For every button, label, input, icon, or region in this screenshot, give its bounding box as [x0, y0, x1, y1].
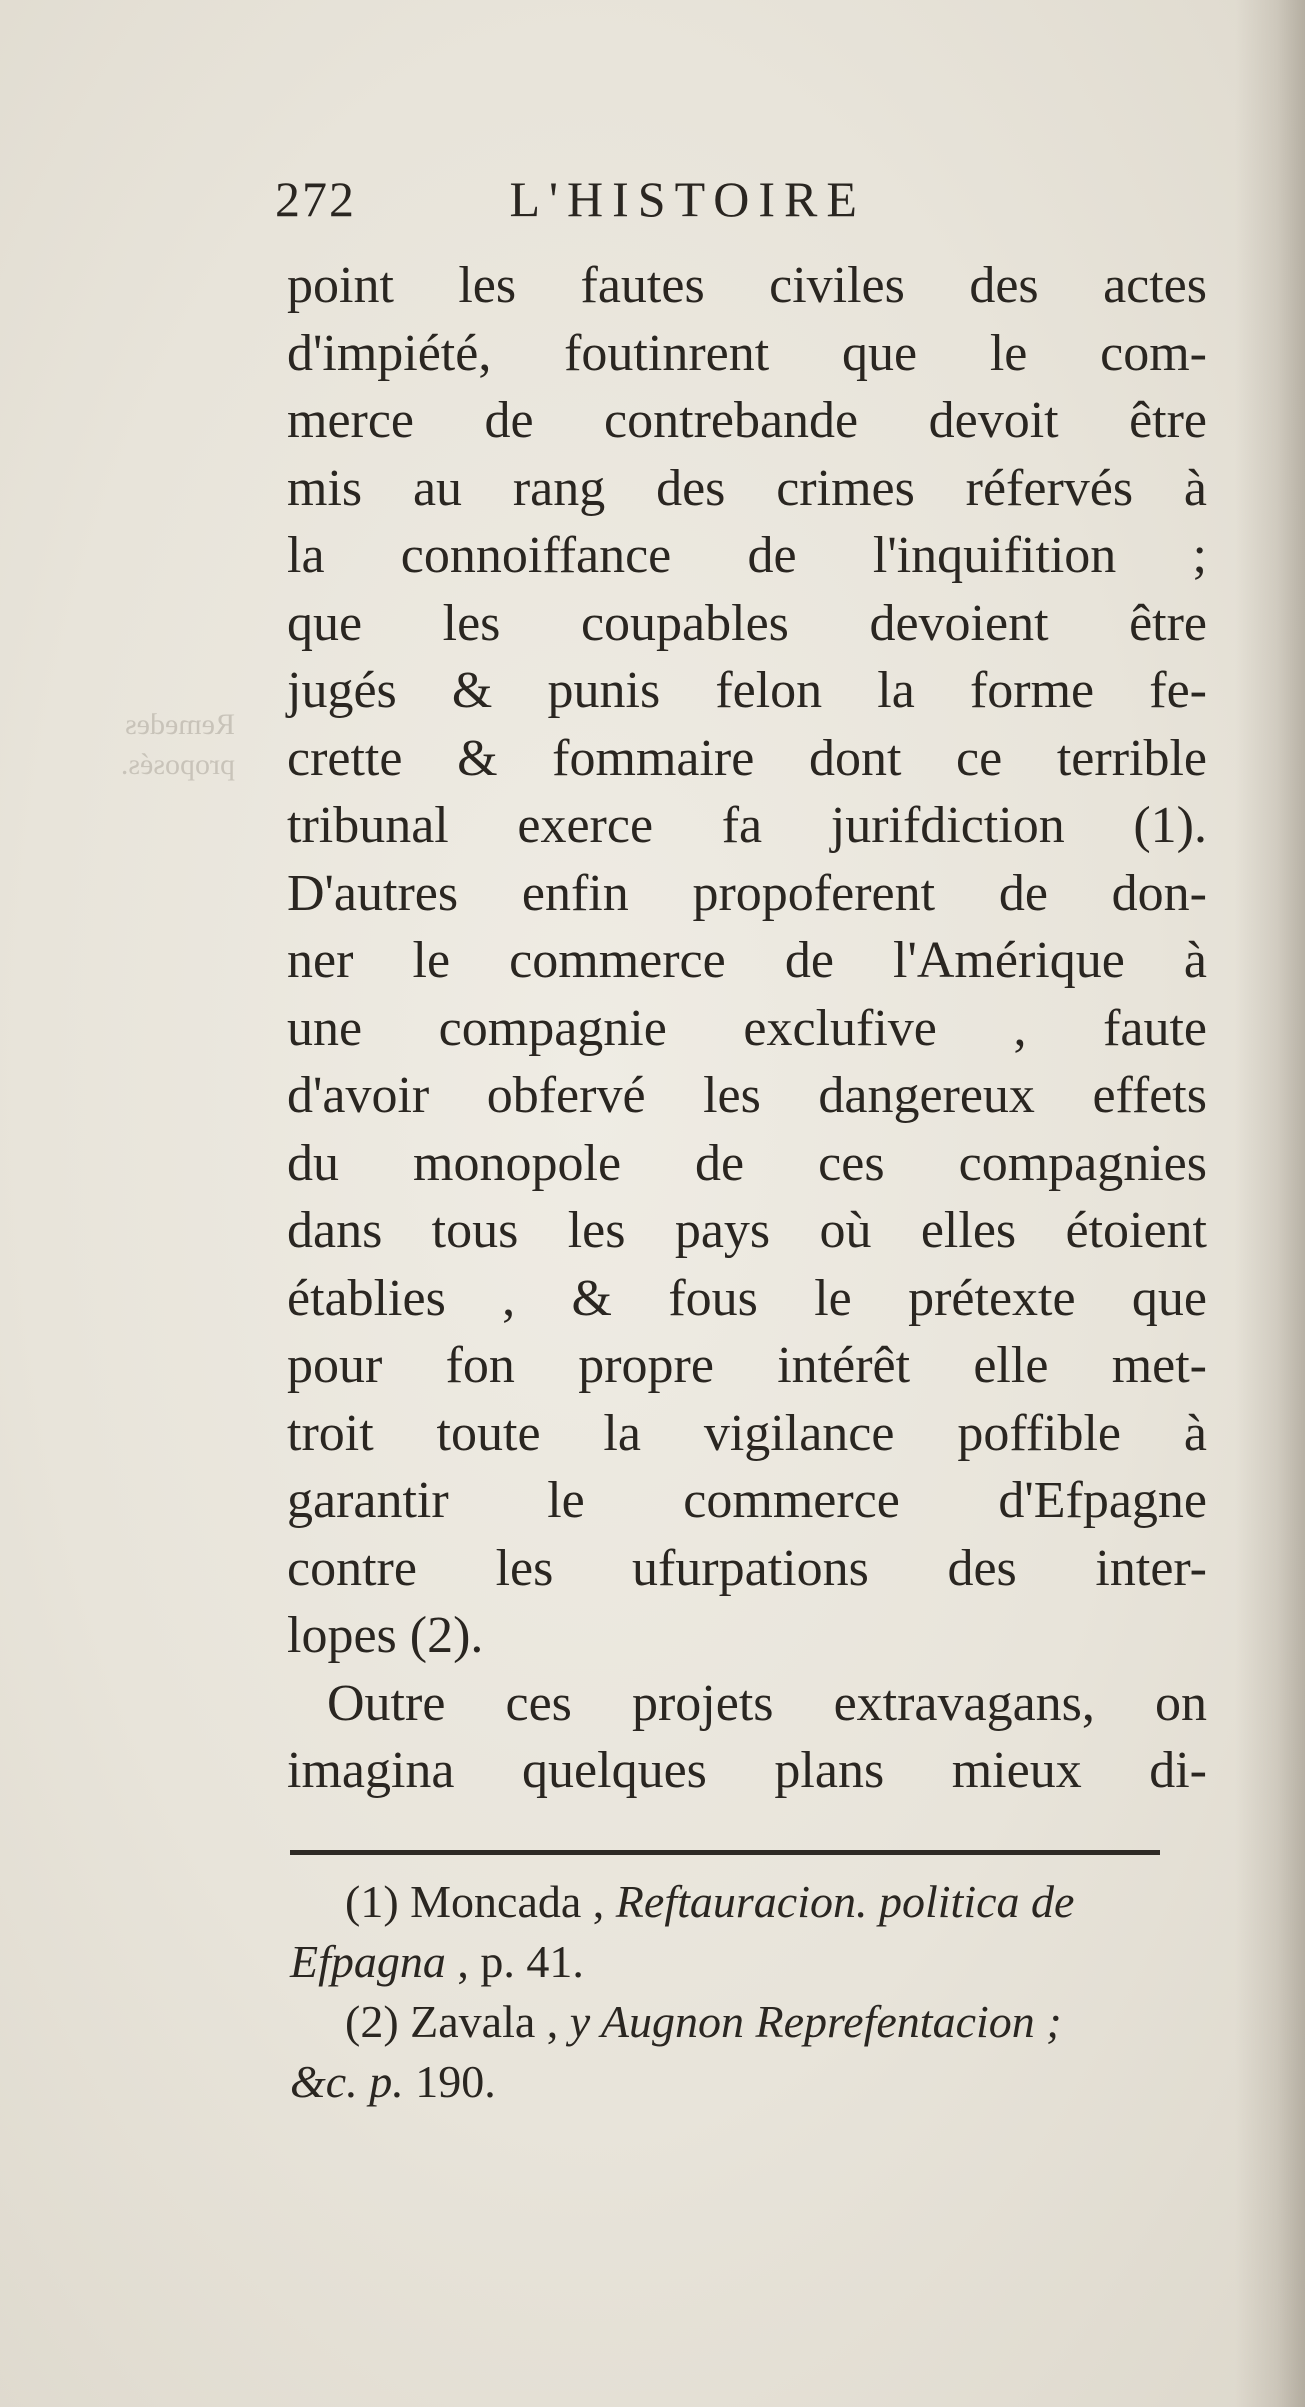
footnotes: [290, 1872, 1210, 2112]
footnote-1-continued: [290, 1932, 1210, 1992]
footnote-1-title: Reftauracion. politica de: [615, 1876, 1075, 1927]
text-line: d'impiété, foutinrent que le com-: [287, 324, 1207, 382]
text-line: une compagnie exclufive , faute: [287, 999, 1207, 1057]
margin-note-bleed-through: [75, 705, 235, 785]
text-line: d'avoir obfervé les dangereux effets: [287, 1067, 1207, 1124]
text-line: D'autres enfin propoferent de don-: [287, 864, 1207, 922]
margin-note-line: Remedes: [125, 708, 235, 741]
text-line: imagina quelques plans mieux di-: [287, 1742, 1207, 1799]
body-text: [287, 252, 1207, 1805]
text-line: mis au rang des crimes réfervés à: [287, 459, 1207, 517]
footnote-2-page: 190.: [415, 2056, 496, 2107]
running-head: L'HISTOIRE: [509, 171, 866, 227]
text-line: lopes (2).: [287, 1607, 484, 1664]
text-line: pour fon propre intérêt elle met-: [287, 1337, 1207, 1394]
footnote-2: [290, 1992, 1210, 2052]
footnote-1-title-cont: Efpagna: [290, 1936, 446, 1987]
footnote-2-author: (2) Zavala ,: [345, 1996, 559, 2047]
footnote-1-author: (1) Moncada ,: [345, 1876, 605, 1927]
text-line: du monopole de ces compagnies: [287, 1134, 1207, 1192]
text-line: troit toute la vigilance poffible à: [287, 1404, 1207, 1462]
footnote-2-title: y Augnon Reprefentacion ;: [569, 1996, 1062, 2047]
footnote-1: [290, 1872, 1210, 1932]
text-line: point les fautes civiles des actes: [287, 257, 1207, 314]
page-header: [275, 170, 866, 228]
text-line: crette & fommaire dont ce terrible: [287, 729, 1207, 787]
footnote-rule: [290, 1850, 1160, 1855]
footnote-2-title-cont: &c. p.: [290, 2056, 404, 2107]
page-edge-shadow: [1235, 0, 1305, 2407]
text-line: jugés & punis felon la forme fe-: [287, 662, 1207, 719]
text-line: établies , & fous le prétexte que: [287, 1269, 1207, 1327]
text-line: merce de contrebande devoit être: [287, 392, 1207, 449]
margin-note-line: proposés.: [120, 748, 235, 781]
page-number: 272: [275, 171, 356, 227]
text-line: que les coupables devoient être: [287, 594, 1207, 652]
footnote-1-page: , p. 41.: [457, 1936, 584, 1987]
text-line: dans tous les pays où elles étoient: [287, 1202, 1207, 1259]
text-line: ner le commerce de l'Amérique à: [287, 932, 1207, 989]
text-line: Outre ces projets extravagans, on: [327, 1674, 1207, 1732]
text-line: contre les ufurpations des inter-: [287, 1539, 1207, 1597]
text-line: la connoiffance de l'inquifition ;: [287, 527, 1207, 584]
footnote-2-continued: [290, 2052, 1210, 2112]
text-line: garantir le commerce d'Efpagne: [287, 1472, 1207, 1529]
text-line: tribunal exerce fa jurifdiction (1).: [287, 797, 1207, 854]
